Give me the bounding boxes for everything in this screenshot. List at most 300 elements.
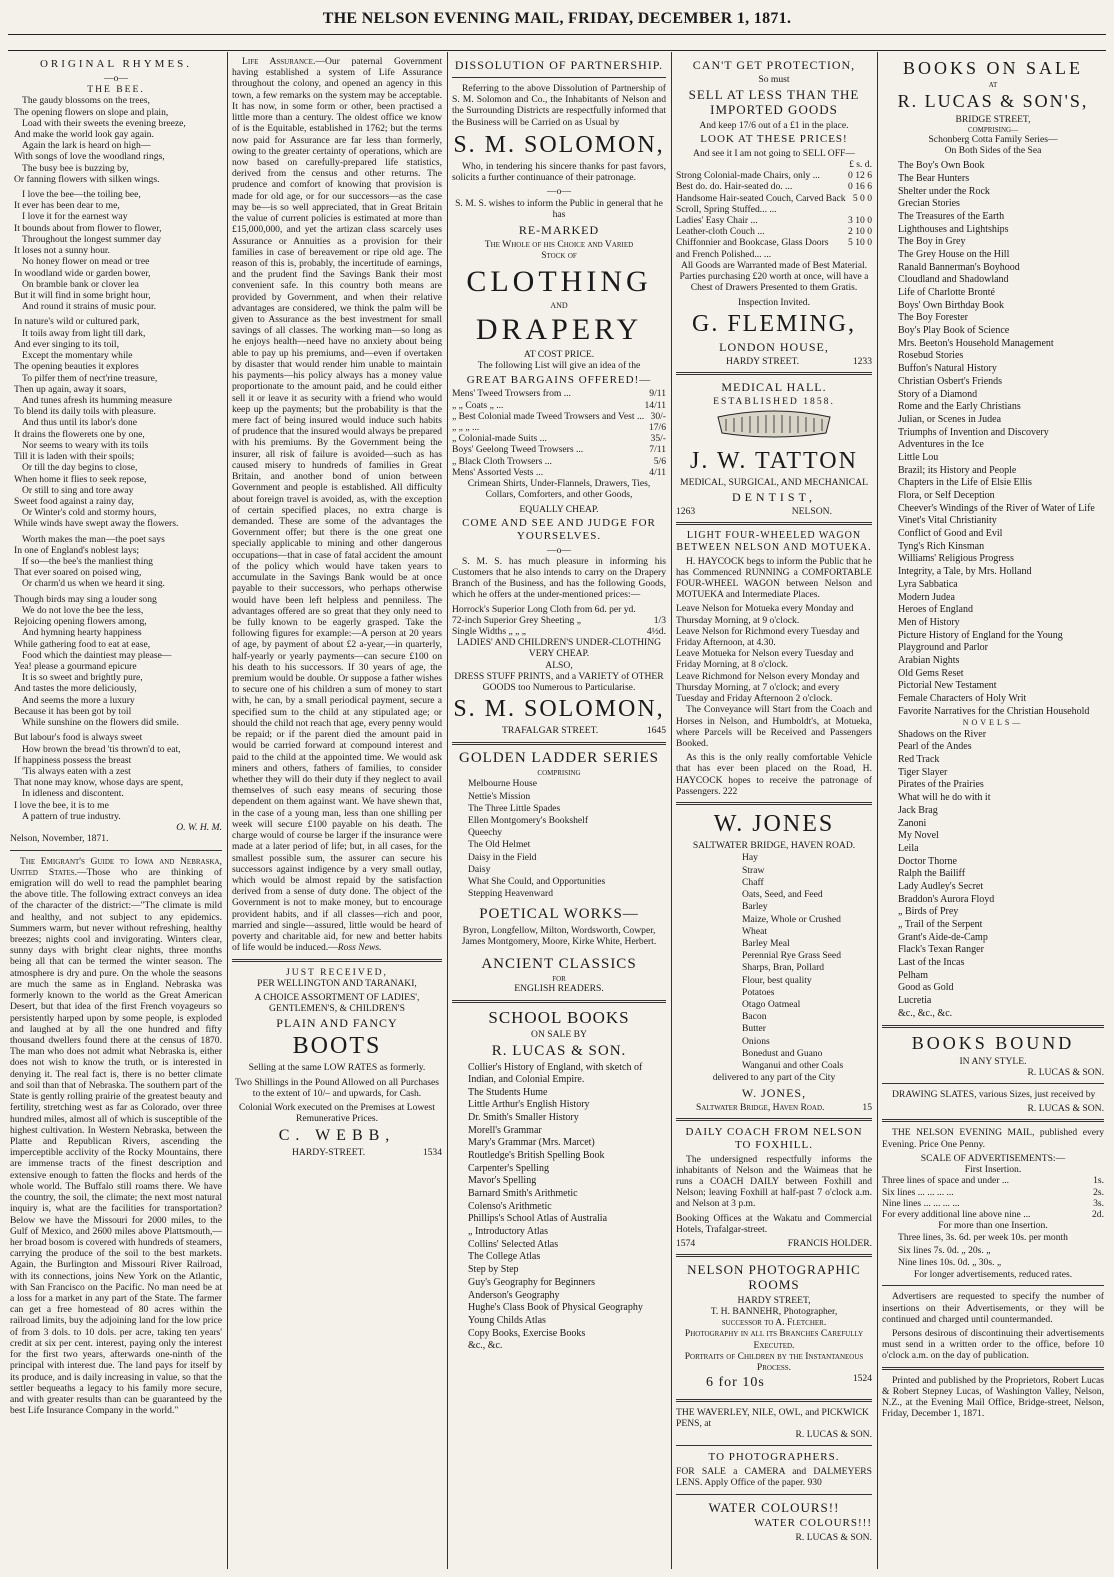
- dentist-label: DENTIST,: [731, 489, 817, 504]
- coach-number: 1574: [676, 1238, 696, 1250]
- book-item: Rosebud Stories: [898, 350, 964, 362]
- school-book-item: Hughe's Class Book of Physical Geography: [468, 1302, 643, 1314]
- poem-line: And round it strains of music pour.: [22, 301, 157, 313]
- school-book-item: Barnard Smith's Arithmetic: [468, 1188, 578, 1200]
- school-book-item: Routledge's British Spelling Book: [468, 1149, 605, 1161]
- price-value: 5 10 0: [848, 237, 872, 249]
- school-book-item: Colenso's Arithmetic: [468, 1200, 552, 1212]
- jones-address-2: Saltwater Bridge, Haven Road.: [696, 1101, 825, 1113]
- denture-icon: [714, 407, 834, 441]
- price-item: „ „ Coats „ ...: [452, 399, 504, 411]
- fleming-name: G. FLEMING,: [692, 310, 856, 337]
- book-item: The Boy in Grey: [898, 236, 966, 248]
- poem-line: Then up again, away it soars,: [14, 383, 127, 395]
- book-item: Conflict of Good and Evil: [898, 528, 1003, 540]
- rate-line: Three lines, 3s. 6d. per week 10s. per month: [898, 1232, 1068, 1244]
- price-item: Ladies' Easy Chair ...: [676, 215, 758, 227]
- poem-line: Till it is laden with their spoils;: [14, 451, 135, 463]
- price-value: 30/-: [650, 410, 666, 422]
- books-bound-heading: BOOKS BOUND: [911, 1032, 1075, 1053]
- clothing-price-list: [452, 388, 666, 478]
- poem-line: And ever singing to its toil,: [14, 338, 119, 350]
- column-5: [882, 56, 1104, 1567]
- school-books-list: [452, 1062, 666, 1352]
- price-value: 1s.: [1093, 1175, 1104, 1187]
- novel-item: Flack's Texan Ranger: [898, 944, 984, 956]
- poem-line: Or charm'd us when we heard it sing.: [22, 578, 165, 590]
- separator: [882, 1367, 1104, 1370]
- jones-name-2: W. JONES,: [741, 1085, 807, 1100]
- book-item: Old Gems Reset: [898, 667, 964, 679]
- fleming-number: 1233: [852, 355, 872, 367]
- feed-item: Hay: [742, 852, 758, 864]
- all-goods-warranted: All Goods are Warranted made of Best Material.: [680, 259, 868, 271]
- school-book-item: Collins' Selected Atlas: [468, 1238, 559, 1250]
- equally-cheap: EQUALLY CHEAP.: [519, 503, 599, 515]
- both-sides: On Both Sides of the Sea: [944, 144, 1042, 156]
- tatton-number: 1263: [676, 505, 696, 517]
- poem-line: I love the bee, it is to me: [14, 799, 109, 811]
- price-value: 2 10 0: [848, 226, 872, 238]
- life-assurance-body: —Our paternal Government having established a system of Life Assurance throughout the colony, and opened an agency in this town, a few remarks on the system may be acceptable. It has now, in some form or other, been practised a little more than a century. The oldest office we know of is the Equitable, established in 1762; but the terms now paid for Assurance are far less than formerly, owing to the greater certainty of operations, which are now based on carefully-prepared life statistics, derived from the census and other returns. The prudence and comfort of knowing that provision is made for old age, or for our successors—as the case may be—is so well appreciated, that in Great Britain the value of current policies is estimated at more than £15,000,000, and yet the artizan class scarcely uses Assurance or Annuities as a provision for their families in case of bereavement or ripe old age. The reason of this is, probably, the incertitude of earnings, and the prudent find the Savings Bank their most convenient safe. In this country both means are provided by Government, and when their relative advantages are considered, we think the palm will be given to Assurance as the best investment for small savings of all classes. The working man—so long as he enjoys health—need have no anxiety about being able to pay up his premiums, and—even if overtaken by disaster that would render him unable to maintain his payments—his policy always has a money value proportionate to the amount paid, and he could either sell it or leave it as security with a friend who would keep up the payments; but the probability is that the mere fact of being insured would induce such habits of prudence that the insured would always be prepared with his premiums. By the Government being the insurer, all risk of failure is avoided—such as has caused misery to hundreds of families in Great Britain, and another bond of union between Government and people is established. All difficulty about foreign travel is avoided, as, with the exception of certain specified places, no extra charge is demanded. These are some of the advantages the Government offer; but there is the one great one specially applicable to mining and other dangerous occupations—that in case of fatal accident the amount of the policy which would have taken years to accumulate in the Savings Bank would be at once payable to their successors, who perhaps otherwise would have been left helpless and penniless. The advantages offered are so great that they only need to be fully known to be eagerly grasped. Take the following figures for example:—A person at 20 years of age, by payment of about £2 a-year,—in quarterly, half-yearly or yearly payments—can secure £100 on his death to his successors. If 30 years of age, the premium would be double. Or suppose a father wishes to secure one of his children a sum of money to start with, he can, by a small periodical payment, secure a specified sum to the child at any stipulated age; or should the child not reach that age, every penny would be repaid; or if the parent died the amount paid in would be carried forward at compound interest and paid to the child at the appointed time. We would ask miners and others, fathers of families, to consider whether they will do their duty if they neglect to avail themselves of such easy means of securing those dependent on them against want. We have shewn that, in the case of a young man, less than one shilling per week will secure £100 payable on his death. The charge would of course be larger if the insurance were made at a later period of life; but, in all cases, for the smallest possible sum, the assurer can secure his successors against indigence by a very small outlay, which would be almost repaid by the satisfaction derived from a sense of duty done. The object of the Government is not to make money, but to encourage provident habits, and if all classes—rich and poor, married and single—assured, little would be heard of poverty and charitable aid, for new and better habits of life would be induced.—: [232, 56, 442, 954]
- tatton-nelson: NELSON.: [791, 505, 832, 517]
- rate-line: Nine lines 10s. 0d. „ 30s. „: [898, 1256, 1002, 1268]
- poem-line: And thus until its labor's done: [22, 417, 137, 429]
- column-divider: [447, 52, 448, 1569]
- masthead-rule-top: [8, 34, 1106, 35]
- separator: —o—: [547, 544, 571, 556]
- any-style: IN ANY STYLE.: [959, 1055, 1027, 1067]
- book-item: Rome and the Early Christians: [898, 401, 1021, 413]
- novel-item: Good as Gold: [898, 982, 954, 994]
- school-book-item: Collier's History of England, with sketch of Indian, and Colonial Empire.: [468, 1062, 643, 1085]
- price-item: Six lines ... ... ... ...: [882, 1186, 954, 1198]
- book-item: Christian Osbert's Friends: [898, 375, 1003, 387]
- price-value: 35/-: [650, 433, 666, 445]
- ad-boots: BOOTS: [292, 1033, 382, 1060]
- feed-item: Straw: [742, 864, 765, 876]
- book-item: Flora, or Self Deception: [898, 490, 995, 501]
- price-item: Leather-cloth Couch ...: [676, 226, 765, 238]
- school-book-item: The College Atlas: [468, 1251, 541, 1263]
- cant-get-protection: CAN'T GET PROTECTION,: [692, 58, 856, 72]
- book-item: Chapters in the Life of Elsie Ellis: [898, 477, 1032, 489]
- price-row: [452, 388, 666, 399]
- solomon-footer: [452, 725, 666, 736]
- poem-line: Worth makes the man—the poet says: [22, 533, 165, 545]
- school-book-item: Phillips's School Atlas of Australia: [468, 1213, 608, 1225]
- imprint: Printed and published by the Proprietors, Robert Lucas & Robert Stepney Lucas, of Washington Valley, Nelson, N.Z., at the Evening Mail Office, Bridge-street, Nelson, Friday, December 1, 1871.: [882, 1374, 1104, 1420]
- poem-line: We do not love the bee the less,: [22, 604, 144, 616]
- poem-signature: O. W. H. M.: [176, 822, 222, 834]
- price-item: „ Best Colonial made Tweed Trowsers and Vest ...: [452, 410, 645, 422]
- price-row: [452, 433, 666, 444]
- drawing-slates: DRAWING SLATES, various Sizes, just received by: [892, 1089, 1096, 1101]
- mail-notice: THE NELSON EVENING MAIL, published every Evening. Price One Penny.: [882, 1127, 1104, 1150]
- poem-line: And tunes afresh its humming measure: [22, 394, 173, 406]
- book-item: Lighthouses and Lightships: [898, 223, 1009, 235]
- school-book-item: Guy's Geography for Beginners: [468, 1276, 596, 1288]
- price-row: [452, 422, 666, 433]
- golden-comprising: COMPRISING: [537, 769, 581, 778]
- column-2: [232, 56, 442, 1567]
- poem-line: Sweet food against a rainy day,: [14, 495, 134, 507]
- poem-line: A pattern of true industry.: [22, 810, 121, 822]
- separator: [232, 959, 442, 962]
- water-colours-seller: R. LUCAS & SON.: [795, 1531, 872, 1543]
- poem-line: When home it flies to seek repose,: [14, 473, 147, 485]
- poem-line: It drains the flowerets one by one,: [14, 428, 145, 440]
- book-item: Adventures in the Ice: [898, 439, 984, 451]
- conveyance-notice: The Conveyance will Start from the Coach and Horses in Nelson, and Humboldt's, at Motueka, where Parcels will be Received and Passengers Booked.: [676, 704, 872, 750]
- price-item: Best do. do. Hair-seated do. ...: [676, 181, 793, 193]
- camera-for-sale: [676, 1466, 872, 1488]
- books-bound-seller: R. LUCAS & SON.: [1027, 1066, 1104, 1078]
- price-row: [882, 1187, 1104, 1198]
- life-assurance-article: [232, 56, 442, 954]
- separator: [676, 1445, 872, 1446]
- coach-holder: FRANCIS HOLDER.: [787, 1238, 872, 1250]
- poem-line: No honey flower on mead or tree: [22, 256, 150, 268]
- price-item: Horrock's Superior Long Cloth from 6d. per yd.: [452, 603, 636, 615]
- price-row: [676, 237, 872, 259]
- novel-item: Braddon's Aurora Floyd: [898, 893, 995, 905]
- poem-line: It bounds about from flower to flower,: [14, 222, 162, 234]
- golden-ladder-item: Daisy: [468, 863, 491, 875]
- price-item: Strong Colonial-made Chairs, only ...: [676, 170, 820, 182]
- price-row: [452, 604, 666, 615]
- ancient-classics-heading: ANCIENT CLASSICS: [481, 955, 637, 972]
- price-item: For every additional line above nine ...: [882, 1209, 1031, 1220]
- more-insertions: For more than one Insertion.: [938, 1220, 1048, 1232]
- poem-line: Or still to sing and tore away: [22, 484, 134, 496]
- price-item: Mens' Tweed Trowsers from ...: [452, 388, 571, 400]
- book-item: The Bear Hunters: [898, 172, 970, 184]
- price-value: 14/11: [644, 399, 666, 411]
- book-item: Ranald Bannerman's Boyhood: [898, 261, 1020, 273]
- book-item: Williams' Religious Progress: [898, 553, 1014, 565]
- book-item: Brazil; its History and People: [898, 464, 1017, 476]
- book-item: Vinet's Vital Christianity: [898, 515, 997, 527]
- book-item: Boy's Play Book of Science: [898, 325, 1010, 337]
- school-books-seller: R. LUCAS & SON.: [491, 1042, 627, 1059]
- price-value: 5 0 0: [852, 192, 872, 204]
- separator: [452, 77, 666, 78]
- wagon-time: Leave Richmond for Nelson every Monday and Thursday Morning, at 7 o'clock; and every Tuesday and Friday Afternoon 2 o'clock.: [676, 670, 860, 705]
- poem-line: The busy bee is buzzing by,: [22, 162, 129, 174]
- price-value: [662, 604, 666, 615]
- feed-item: Bonedust and Guano: [742, 1047, 823, 1059]
- feed-item: Barley Meal: [742, 937, 790, 949]
- haycock-number: 222: [722, 785, 738, 797]
- feed-item: Barley: [742, 901, 768, 913]
- poem-line: If happiness possess the breast: [14, 754, 132, 766]
- look-at-prices: LOOK AT THESE PRICES!: [700, 132, 848, 145]
- separator: [882, 1083, 1104, 1084]
- novel-item: &c., &c., &c.: [898, 1007, 953, 1019]
- medical-hall: MEDICAL HALL.: [721, 380, 827, 395]
- book-item: Cloudland and Shadowland: [898, 274, 1009, 286]
- price-value: 3 10 0: [848, 215, 872, 227]
- price-row: [676, 226, 872, 237]
- longer-ads: For longer advertisements, reduced rates.: [913, 1269, 1073, 1281]
- ad-plain-fancy: PLAIN AND FANCY: [276, 1016, 398, 1031]
- novel-item: Red Track: [898, 754, 940, 766]
- clothing-heading: CLOTHING: [466, 264, 652, 298]
- book-item: The Boy Forester: [898, 312, 968, 324]
- ad-webb-footer: [232, 1147, 442, 1158]
- column-divider: [227, 52, 228, 1569]
- price-item: Handsome Hair-seated Couch, Carved Back Scroll, Spring Stuffed... ...: [676, 192, 846, 215]
- poem-line: Rejoicing opening flowers among,: [14, 616, 147, 628]
- novel-item: Leila: [898, 842, 919, 854]
- poem-line: And tastes the more deliciously,: [14, 683, 137, 695]
- ladies-underclothing: LADIES' AND CHILDREN'S UNDER-CLOTHING VERY CHEAP.: [456, 637, 662, 660]
- photo-successor: successor to A. Fletcher.: [721, 1317, 827, 1329]
- price-row: [676, 215, 872, 226]
- life-assurance-lead: Life Assurance.: [242, 56, 316, 67]
- book-item: The Treasures of the Earth: [898, 210, 1005, 222]
- price-item: „ Black Cloth Trowsers ...: [452, 455, 552, 467]
- price-row: [452, 615, 666, 626]
- jones-number: 15: [862, 1101, 872, 1113]
- golden-ladder-item: What She Could, and Opportunities: [468, 876, 606, 888]
- school-book-item: The Students Hume: [468, 1086, 548, 1098]
- ad-selling: Selling at the same LOW RATES as formerly.: [248, 1062, 426, 1074]
- sell-at-less: SELL AT LESS THAN THE IMPORTED GOODS: [688, 87, 860, 118]
- only-vehicle: [676, 752, 872, 797]
- school-book-item: Little Arthur's English History: [468, 1099, 590, 1111]
- poem-dateline: Nelson, November, 1871.: [10, 833, 109, 845]
- separator: [676, 1118, 872, 1121]
- school-book-item: „ Introductory Atlas: [468, 1226, 548, 1238]
- novel-item: „ Birds of Prey: [898, 906, 959, 918]
- photo-heading: NELSON PHOTOGRAPHIC ROOMS: [687, 1262, 861, 1293]
- parties-purchasing: Parties purchasing £20 worth at once, will have a Chest of Drawers Presented to them Gratis.: [679, 271, 869, 294]
- poem-line: And seems the more a luxury: [22, 694, 135, 706]
- masthead: THE NELSON EVENING MAIL, FRIDAY, DECEMBER 1, 1871.: [322, 10, 792, 27]
- camera-text: FOR SALE a CAMERA and DALMEYERS LENS. Apply Office of the paper.: [676, 1466, 872, 1489]
- separator: [882, 1025, 1104, 1028]
- book-item: Arabian Nights: [898, 654, 960, 666]
- separator: [10, 850, 222, 851]
- school-book-item: Copy Books, Exercise Books: [468, 1327, 586, 1339]
- novel-item: Lucretia: [898, 995, 932, 1007]
- ad-discount: Two Shillings in the Pound Allowed on all Purchases to the extent of 10/– and upwards, for Cash.: [235, 1076, 439, 1099]
- article-source: Ross News.: [337, 942, 382, 954]
- english-readers: ENGLISH READERS.: [514, 983, 604, 995]
- novel-item: Tiger Slayer: [898, 766, 948, 778]
- feed-item: Bacon: [742, 1011, 767, 1023]
- golden-ladder-list: [452, 778, 666, 899]
- feed-item: Wanganui and other Coals: [742, 1060, 844, 1072]
- feed-item: Chaff: [742, 876, 764, 888]
- price-item: Chiffonnier and Bookcase, Glass Doors and French Polished... ...: [676, 237, 829, 260]
- to-photographers: TO PHOTOGRAPHERS.: [708, 1451, 840, 1464]
- poem-line: To blend its daily toils with pleasure.: [14, 406, 156, 418]
- column-divider: [671, 52, 672, 1569]
- book-item: Modern Judea: [898, 591, 955, 603]
- golden-ladder-item: Melbourne House: [468, 778, 538, 790]
- first-insertion: First Insertion.: [964, 1164, 1022, 1176]
- poem: [10, 95, 222, 822]
- column-3: [452, 56, 666, 1567]
- ad-webb-name: C. WEBB,: [278, 1126, 396, 1144]
- poem-line: It ever has been dear to me,: [14, 200, 120, 212]
- novel-item: Jack Brag: [898, 804, 938, 816]
- poem-line: That none may know, whose days are spent,: [14, 777, 184, 789]
- price-value: 0 16 6: [848, 181, 872, 193]
- london-house: LONDON HOUSE,: [719, 339, 829, 354]
- poem-line: While winds have swept away the flowers.: [14, 518, 179, 530]
- school-book-item: Mavor's Spelling: [468, 1175, 537, 1187]
- book-item: Triumphs of Invention and Discovery: [898, 426, 1049, 438]
- separator: [676, 802, 872, 805]
- poem-line: I love the bee—the toiling bee,: [22, 189, 141, 201]
- book-item: Mrs. Beeton's Household Management: [898, 337, 1054, 349]
- feed-item: Butter: [742, 1023, 766, 1035]
- trafalgar-street: TRAFALGAR STREET.: [502, 725, 599, 737]
- for-label: FOR: [552, 975, 566, 984]
- list-intro: The following List will give an idea of the: [477, 360, 641, 372]
- poem-line: Throughout the longest summer day: [22, 233, 162, 245]
- photographer: T. H. BANNEHR, Photographer,: [710, 1305, 838, 1317]
- separator: —o—: [104, 72, 128, 84]
- wagon-heading: LIGHT FOUR-WHEELED WAGON BETWEEN NELSON AND MOTUEKA.: [676, 530, 872, 553]
- ad-webb-number: 1534: [422, 1147, 442, 1159]
- book-item: Tyng's Rich Kinsman: [898, 540, 985, 552]
- novels-heading: NOVELS—: [962, 718, 1024, 728]
- school-book-item: Mary's Grammar (Mrs. Marcet): [468, 1137, 595, 1149]
- water-colours-2: WATER COLOURS!!!: [754, 1516, 872, 1529]
- ad-just-received: JUST RECEIVED,: [286, 966, 388, 978]
- ad-colonial-work: Colonial Work executed on the Premises at Lowest Remunerative Prices.: [239, 1102, 435, 1125]
- poem-line: 'Tis always eaten with a zest: [22, 765, 131, 777]
- separator: [676, 372, 872, 375]
- so-must: So must: [758, 74, 790, 86]
- coach-heading: DAILY COACH FROM NELSON TO FOXHILL.: [685, 1125, 863, 1151]
- price-value: 3s.: [1093, 1197, 1104, 1209]
- photo-portraits: Portraits of Children by the Instantaneous Process.: [684, 1350, 864, 1373]
- poem-line: It loses not a sunny hour.: [14, 245, 110, 257]
- poem-line: While gathering food to eat at ease,: [14, 638, 151, 650]
- feed-item: Potatoes: [742, 986, 775, 998]
- price-item: Boys' Geelong Tweed Trowsers ...: [452, 444, 584, 456]
- poem-line: Because it has been got by toil: [14, 705, 132, 717]
- book-item: Men of History: [898, 616, 960, 628]
- price-row: [882, 1209, 1104, 1220]
- emigrant-article-lead: The Emigrant's Guide to Iowa and Nebraska, United States.: [10, 855, 222, 878]
- book-item: Cheever's Windings of the River of Water of Life: [898, 502, 1095, 514]
- novel-item: Pelham: [898, 969, 928, 981]
- advertisers-notice: Advertisers are requested to specify the number of insertions on their Advertisements, or they will be continued and charged until countermanded.: [882, 1291, 1104, 1325]
- poem-line: The opening flowers on slope and plain,: [14, 106, 169, 118]
- coach-footer: [676, 1238, 872, 1249]
- photo-branches: Photography in all its Branches Carefully Executed.: [684, 1328, 864, 1351]
- poem-line: In woodland wide or garden bower,: [14, 267, 151, 279]
- emigrant-article-body: —Those who are thinking of emigration will do well to read the pamphlet bearing the above title. The following extract conveys an idea of the character of the district:—"The climate is mild and healthy, and not subject to any epidemics. Summers warm, but never without refreshing, healthy breezes; nights cool and invigorating. Winters clear, sunny days with bright clear nights, three months being all that can be termed the winter season. The atmosphere is dry and pure. On the whole the seasons are much the same as in England. Nebraska was formerly known to the world as the Great American Desert, but that idea of the first French voyageurs so persistently harped upon by some people, is exploded and laughed at by all the one hundred and fifty thousand dwellers found there at the census of 1870. The man who does not admit what Nebraska is, either does not wish to know the truth, or is interested in denying it. The real fact is, there is no better climate and soil than that of Nebraska. The southern part of the State is gently rolling prairie of the greatest beauty and fertility, stretching west as far as Colorado, over three hundred miles, almost all of which is susceptible of the highest cultivation. In Western Nebraska, between the Platte and Republican Rivers, ascending the imperceptible acclivity of the Rocky Mountains, there are immense tracts of the finest description and extensive enough to fatten the flocks and herds of the whole world. The Buffalo still roams there. We have the country, the soil, the climate; the next most natural inquiry is, what are the facilities for transportation? Below we have the Missouri for 2000 miles, to the Gulf of Mexico, and 2600 miles above Plattsmouth,—her broad bosom is covered with hundreds of steamers, carrying the produce of the soil to the best markets. Again, the Burlington and Missouri River Railroad, with its connections, joins New York on the Atlantic, with San Francisco on the Pacific. No man need be at a loss for a market in any part of the State. The farmer can get a free homestead of 80 acres within the railroad limits, buy the adjoining land for the low price of from 3 dols. to 10 dols. per acre, taking ten years' credit at six per cent. interest, paying only the interest for the first two years, afterwards one-ninth of the principal with interest due. The land pays for itself by its produce, and is daily increasing in value, so that the settler bequeaths a legacy to his family more secure, and with greater results than can be guaranteed by the best Life Insurance Company in the world.": [10, 866, 222, 1417]
- tatton-services: MEDICAL, SURGICAL, AND MECHANICAL: [680, 476, 868, 488]
- price-item: 72-inch Superior Grey Sheeting „: [452, 614, 581, 626]
- price-value: 1/3: [653, 614, 666, 626]
- poem-line: On bramble bank or clover lea: [22, 278, 139, 290]
- feed-item: Perennial Rye Grass Seed: [742, 950, 841, 962]
- book-item: Female Characters of Holy Writ: [898, 693, 1027, 704]
- schonberg-series: Schonberg Cotta Family Series—: [928, 133, 1058, 145]
- price-row: [452, 456, 666, 467]
- poem-line: And hymning hearty happiness: [22, 627, 142, 639]
- price-value: 17/6: [648, 422, 666, 434]
- dissolution-text: Referring to the above Dissolution of Partnership of S. M. Solomon and Co., the Inhabitants of Nelson and the Surrounding Districts are respectfully informed that the Business will be Carried on as Usual by: [452, 83, 666, 128]
- school-book-item: Dr. Smith's Smaller History: [468, 1111, 579, 1123]
- dress-stuff: DRESS STUFF PRINTS, and a VARIETY of OTHER GOODS too Numerous to Particularise.: [454, 670, 664, 694]
- book-item: Integrity, a Tale, by Mrs. Holland: [898, 566, 1032, 578]
- poem-line: But labour's food is always sweet: [14, 732, 143, 744]
- emigrant-article: [10, 856, 222, 1417]
- novel-item: Pirates of the Prairies: [898, 779, 984, 791]
- school-books-heading: SCHOOL BOOKS: [488, 1007, 630, 1027]
- book-item: Boys' Own Birthday Book: [898, 299, 1004, 311]
- feed-item: Maize, Whole or Crushed: [742, 913, 841, 925]
- photo-number: 1524: [852, 1373, 872, 1385]
- separator: —o—: [547, 186, 571, 198]
- at-cost-price: AT COST PRICE.: [523, 349, 595, 361]
- photo-price: 6 for 10s: [706, 1375, 765, 1391]
- sell-off: And see it I am not going to SELL OFF—: [693, 147, 855, 159]
- school-book-item: Young Childs Atlas: [468, 1314, 546, 1326]
- dissolution-title: DISSOLUTION OF PARTNERSHIP.: [454, 58, 664, 72]
- feed-item: Oats, Seed, and Feed: [742, 889, 823, 901]
- golden-ladder-item: Queechy: [468, 827, 503, 839]
- poetical-works-heading: POETICAL WORKS—: [479, 905, 639, 922]
- also-label: ALSO,: [545, 659, 573, 671]
- price-item: „ Colonial-made Suits ...: [452, 433, 547, 445]
- price-item: „ „ „ ...: [452, 422, 480, 434]
- feed-item: Wheat: [742, 925, 768, 937]
- poem-line: How brown the bread 'tis thrown'd to eat,: [22, 743, 181, 755]
- poem-line: Load with their sweets the evening breeze,: [22, 117, 186, 129]
- rates-first-insertion: [882, 1175, 1104, 1220]
- wagon-time: Leave Nelson for Motueka every Monday and Thursday Morning, at 9 o'clock.: [676, 603, 854, 626]
- persons-notice: Persons desirous of discontinuing their advertisements must send in a written order to the office, before 10 o'clock a.m. on the day of publication.: [882, 1327, 1104, 1362]
- bridge-street: BRIDGE STREET,: [955, 114, 1031, 126]
- separator: [882, 1285, 1104, 1286]
- column-1: [10, 56, 222, 1567]
- sms-wishes: S. M. S. wishes to inform the Public in general that he has: [455, 197, 663, 220]
- fleming-footer: [676, 356, 872, 367]
- poem-line: If so—the bee's the manliest thing: [22, 556, 153, 568]
- masthead-rule-bottom: [8, 50, 1106, 51]
- haycock-notice: H. HAYCOCK begs to inform the Public that he has Commenced RUNNING a COMFORTABLE FOUR-WHEEL WAGON between Nelson and MOTUEKA and Intermediate Places.: [676, 555, 872, 601]
- photo-street: HARDY STREET,: [737, 1294, 811, 1306]
- price-row: [452, 626, 666, 637]
- book-item: Grecian Stories: [898, 198, 960, 210]
- school-book-item: Morell's Grammar: [468, 1124, 542, 1136]
- poem-line: But it will find in some bright hour,: [14, 290, 151, 302]
- and-label: AND: [550, 300, 568, 310]
- poets-list: Byron, Longfellow, Milton, Wordsworth, Cowper, James Montgomery, Moore, Kirke White, Herbert.: [461, 925, 657, 948]
- separator: [882, 1119, 1104, 1122]
- teeth-illustration: [676, 407, 872, 444]
- solomon-number: 1645: [646, 725, 666, 737]
- golden-ladder-item: Ellen Montgomery's Bookshelf: [468, 815, 589, 827]
- golden-ladder-item: Nettie's Mission: [468, 790, 531, 802]
- novel-item: Doctor Thorne: [898, 855, 957, 867]
- feed-item: Sharps, Bran, Pollard: [742, 962, 825, 974]
- crimean-shirts: Crimean Shirts, Under-Flannels, Drawers, Ties, Collars, Comforters, and other Goods,: [467, 478, 651, 501]
- established: ESTABLISHED 1858.: [713, 396, 835, 408]
- book-item: Buffon's Natural History: [898, 363, 997, 375]
